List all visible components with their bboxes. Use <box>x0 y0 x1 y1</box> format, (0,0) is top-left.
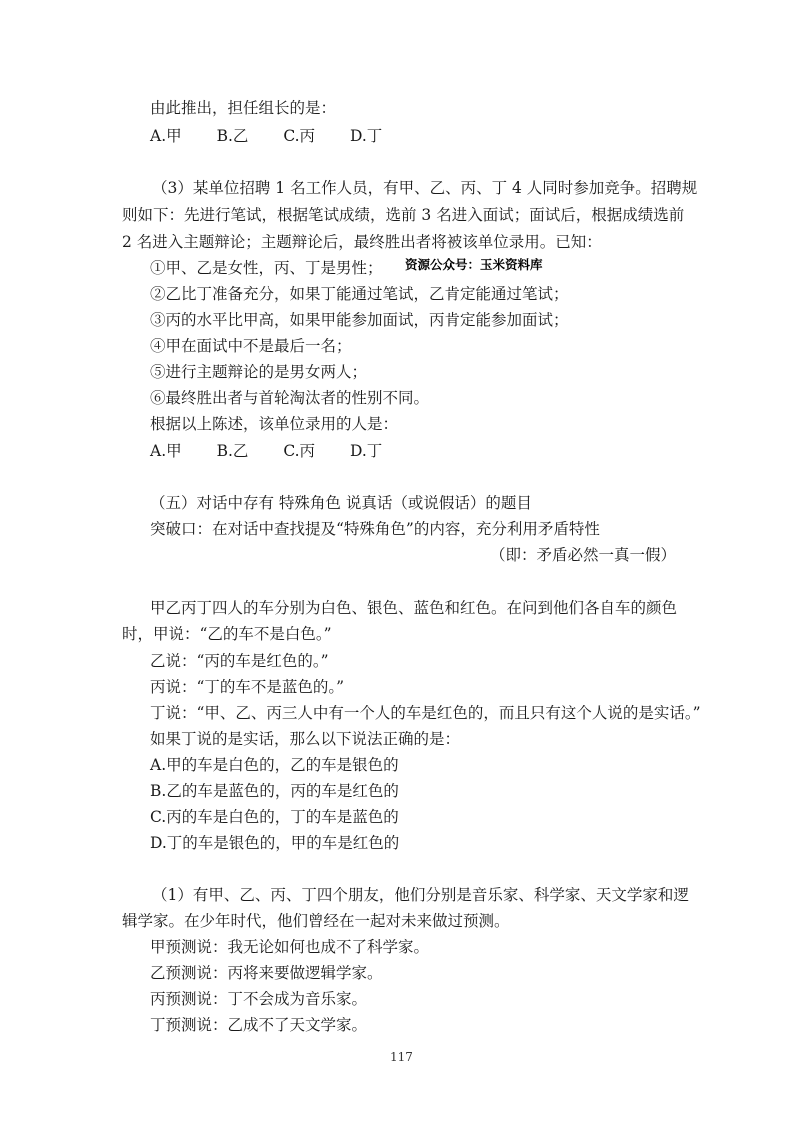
top-options <box>150 126 412 146</box>
car-option-a: A.甲的车是白色的，乙的车是银色的 <box>150 756 399 774</box>
car-statement-ding: 丁说：“甲、乙、丙三人中有一个人的车是红色的，而且只有这个人说的是实话。” <box>150 704 701 722</box>
car-line1: 甲乙丙丁四人的车分别为白色、银色、蓝色和红色。在问到他们各自车的颜色 <box>150 599 678 617</box>
q3-line2: 则如下：先进行笔试，根据笔试成绩，选前 3 名进入面试；面试后，根据成绩选前 <box>122 206 685 224</box>
car-option-d: D.丁的车是银色的，甲的车是红色的 <box>150 834 400 852</box>
conclusion-line: 由此推出，担任组长的是： <box>150 99 337 117</box>
car-option-c: C.丙的车是白色的，丁的车是蓝色的 <box>150 808 399 826</box>
q3-condition-1: ①甲、乙是女性，丙、丁是男性； <box>150 259 383 277</box>
car-statement-bing: 丙说：“丁的车不是蓝色的。” <box>150 678 345 696</box>
q3-question: 根据以上陈述，该单位录用的人是： <box>150 415 399 433</box>
q3-condition-5: ⑤进行主题辩论的是男女两人； <box>150 363 368 381</box>
top-option-d: D.丁 <box>350 127 383 145</box>
q1-prediction-ding: 丁预测说：乙成不了天文学家。 <box>150 1016 368 1034</box>
top-option-c: C.丙 <box>283 127 316 145</box>
q3-option-c: C.丙 <box>283 442 316 460</box>
section5-note: （即：矛盾必然一真一假） <box>490 546 677 564</box>
q1-prediction-jia: 甲预测说：我无论如何也成不了科学家。 <box>150 938 430 956</box>
q3-condition-2: ②乙比丁准备充分，如果丁能通过笔试，乙肯定能通过笔试； <box>150 285 569 303</box>
q3-options <box>150 441 412 461</box>
top-option-b: B.乙 <box>216 127 249 145</box>
top-option-a: A.甲 <box>150 127 182 145</box>
q3-line1: （3）某单位招聘 1 名工作人员，有甲、乙、丙、丁 4 人同时参加竞争。招聘规 <box>152 179 698 197</box>
section5-heading: （五）对话中存有 特殊角色 说真话（或说假话）的题目 <box>150 494 532 512</box>
q1-line1: （1）有甲、乙、丙、丁四个朋友，他们分别是音乐家、科学家、天文学家和逻 <box>152 886 689 904</box>
q3-condition-6: ⑥最终胜出者与首轮淘汰者的性别不同。 <box>150 389 430 407</box>
watermark-stamp: 资源公众号：玉米资料库 <box>405 257 543 272</box>
car-option-b: B.乙的车是蓝色的，丙的车是红色的 <box>150 782 399 800</box>
q3-condition-4: ④甲在面试中不是最后一名； <box>150 337 352 355</box>
q1-prediction-bing: 丙预测说：丁不会成为音乐家。 <box>150 990 368 1008</box>
q1-prediction-yi: 乙预测说：丙将来要做逻辑学家。 <box>150 964 383 982</box>
q3-condition-3: ③丙的水平比甲高，如果甲能参加面试，丙肯定能参加面试； <box>150 311 569 329</box>
q3-option-b: B.乙 <box>216 442 249 460</box>
q3-option-d: D.丁 <box>350 442 383 460</box>
section5-breakthrough: 突破口：在对话中查找提及“特殊角色”的内容，充分利用矛盾特性 <box>150 520 600 538</box>
car-question: 如果丁说的是实话，那么以下说法正确的是： <box>150 730 461 748</box>
car-statement-yi: 乙说：“丙的车是红色的。” <box>150 652 329 670</box>
car-line2: 时，甲说：“乙的车不是白色。” <box>122 625 332 643</box>
q3-option-a: A.甲 <box>150 442 182 460</box>
q3-line3: 2 名进入主题辩论；主题辩论后，最终胜出者将被该单位录用。已知： <box>122 233 602 251</box>
page-number: 117 <box>390 1050 413 1064</box>
q1-line2: 辑学家。在少年时代，他们曾经在一起对未来做过预测。 <box>122 912 510 930</box>
